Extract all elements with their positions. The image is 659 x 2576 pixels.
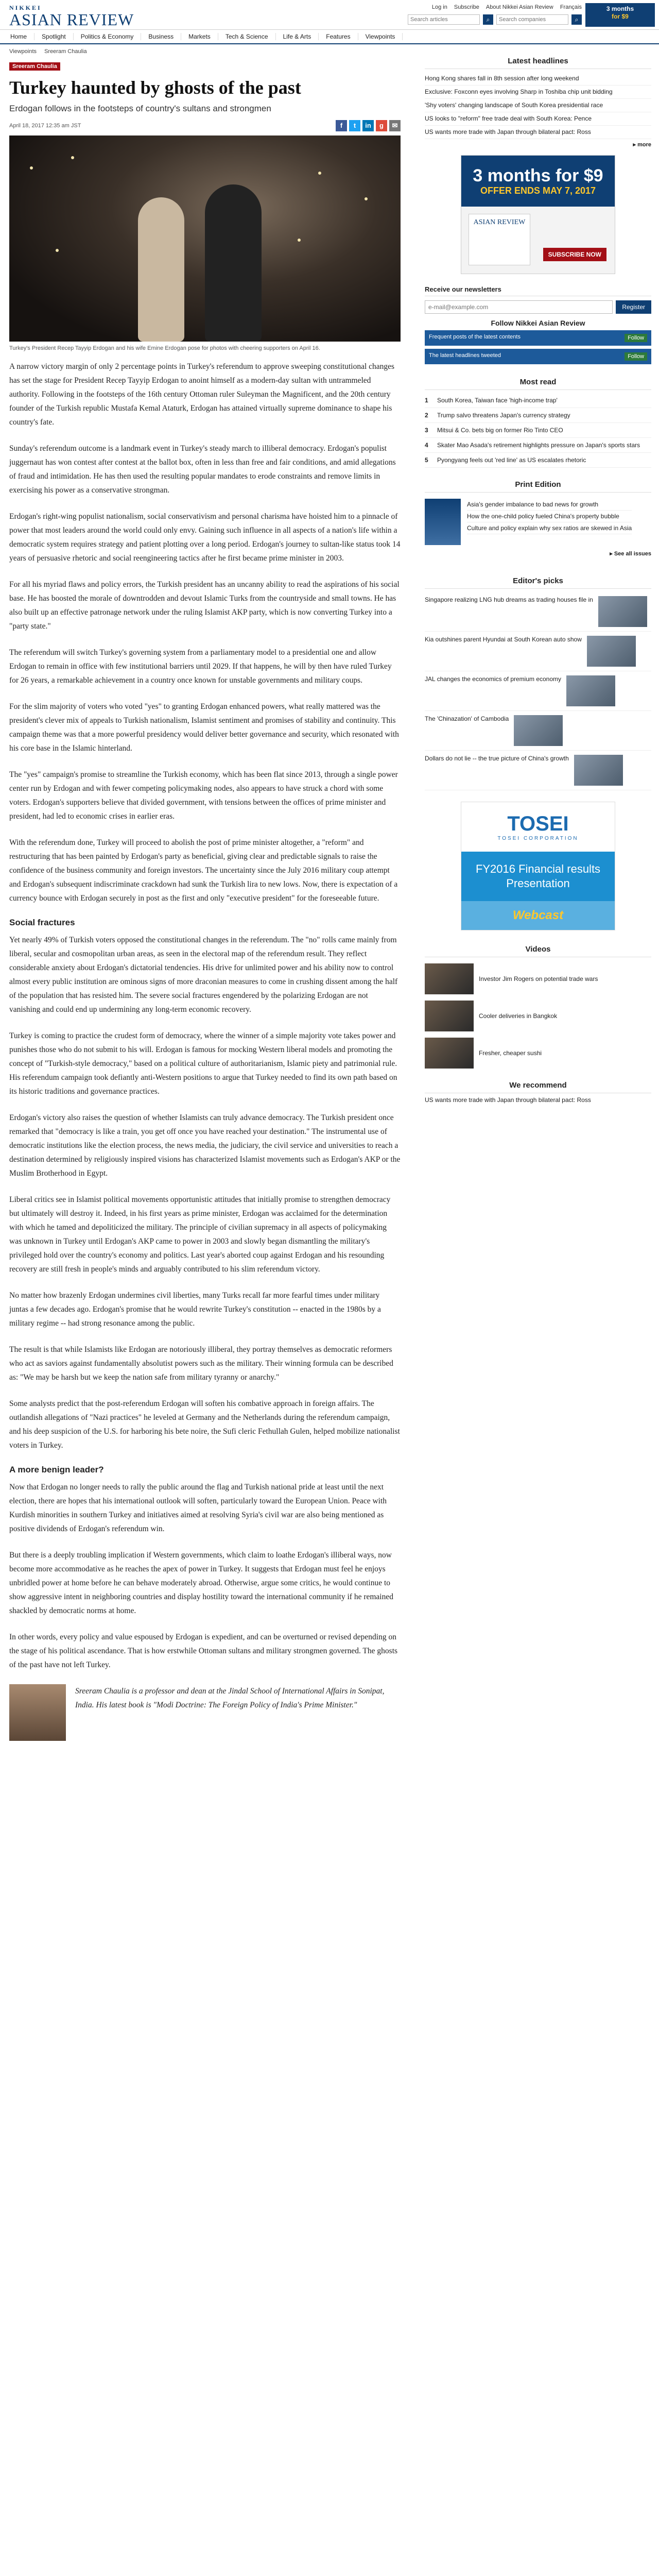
paragraph: Turkey is coming to practice the crudest form of democracy, where the winner of a simple majority vote takes power and punishes those who do not submit to his will. Erdogan is famous for mocking Western liberal models and promoting the concept of "Turkish-style democracy," based on a political culture of authoritarianism, Islamic piety and patrimonial rule. His referendum campaign took defiantly anti-Western positions to argue that Turkey needed to find its own path based on its historic traditions and governance practices.: [9, 1031, 397, 1096]
article-body: [9, 360, 401, 1741]
subscribe-now-button[interactable]: SUBSCRIBE NOW: [543, 248, 606, 261]
paragraph: For the slim majority of voters who voted "yes" to granting Erdogan enhanced powers, what really mattered was the president's clever mix of appeals to Turkish nationalism, Islamist sentiment and promises of stability and continuity. This campaign theme was that a more powerful presidency would deliver better governance and security, which resonated with his core base in the Islamic hinterland.: [9, 702, 399, 753]
print-edition: Print Edition Asia's gender imbalance to bad news for growth How the one-child policy fueled China's property bubble Culture and policy explain why sex ratios are skewed in Asia ▸ See all issues: [425, 477, 651, 564]
video-item[interactable]: Cooler deliveries in Bangkok: [425, 997, 651, 1035]
most-read: Most read 1 South Korea, Taiwan face 'high-income trap' 2 Trump salvo threatens Japan's currency strategy 3 Mitsui & Co. bets big on former Rio Tinto CEO 4 Skater Mao Asada's retirement highlights pressure on Japan's sports stars 5 Pyongyang feels out 'red line' as US escalates rhetoric: [425, 375, 651, 468]
videos: Videos Investor Jim Rogers on potential trade wars Cooler deliveries in Bangkok Fresher, cheaper sushi: [425, 942, 651, 1072]
article-subtitle: Erdogan follows in the footsteps of country's sultans and strongmen: [9, 104, 271, 113]
paragraph: No matter how brazenly Erdogan undermines civil liberties, many Turks recall far more fearful times under military juntas a few decades ago. Erdogan's promise that he would rewrite Turkey's constitution -- enacted in the 1980s by a military regime -- had strong resonance among the public.: [9, 1291, 381, 1328]
latest-headlines-title: Latest headlines: [425, 54, 651, 69]
paragraph: Erdogan's victory also raises the question of whether Islamists can truly advance democracy. The Turkish president once remarked that "democracy is like a train, you get off once you have reached your destination." The instrumental use of democratic institutions like the election process, the news media, the judiciary, the civil service and universities to reach a destination determined by religiously inspired visions has characterized Islamist movements such as Erdogan's AKP or the Muslim Brotherhood in Egypt.: [9, 1113, 401, 1178]
promo-banner[interactable]: 3 months for $9: [585, 3, 655, 27]
headline-item[interactable]: 'Shy voters' changing landscape of South Korea presidential race: [425, 99, 651, 112]
twitter-icon[interactable]: t: [349, 120, 360, 131]
paragraph: The referendum will switch Turkey's governing system from a parliamentary model to a presidential one and allow Erdogan to remain in office with few institutional barriers until 2029. If that happens, he will by then have ruled Turkey for 26 years, a remarkable achievement in a country once known for unstable governments and military coups.: [9, 648, 392, 685]
paragraph: The "yes" campaign's promise to streamline the Turkish economy, which has been flat since 2013, through a single power center run by Erdogan and with fewer competing policymaking nodes, also appears to have struck a chord with some voters. Erdogan's supporters believe that divided government, with tensions between the offices of prime minister and president, had led to economic crises in earlier eras.: [9, 770, 398, 821]
newsletter: Receive our newsletters e-mail@example.com Register: [425, 285, 651, 314]
headline-item[interactable]: US looks to "reform" free trade deal with South Korea: Pence: [425, 112, 651, 126]
paragraph: Now that Erdogan no longer needs to rally the public around the flag and Turkish national pride at least until the next election, there are hopes that his international outlook will soften, particularly toward the European Union. Peace with Kurdish minorities in southern Turkey and initiatives aimed at resolving Syria's civil war are also being mentioned as positive dividends of Erdogan's referendum win.: [9, 1483, 387, 1533]
author-tag[interactable]: Sreeram Chaulia: [9, 62, 60, 71]
article: [9, 62, 401, 1741]
latest-headlines-list: [425, 72, 651, 139]
author-bio: [9, 1684, 401, 1741]
search-articles-input[interactable]: [408, 14, 480, 25]
googleplus-icon[interactable]: g: [376, 120, 387, 131]
subscription-ad[interactable]: 3 months for $9 OFFER ENDS MAY 7, 2017 ASIAN REVIEW SUBSCRIBE NOW: [461, 155, 615, 274]
search-companies-input[interactable]: [496, 14, 568, 25]
more-link[interactable]: ▸ more: [633, 142, 651, 148]
we-recommend: We recommend US wants more trade with Japan through bilateral pact: Ross: [425, 1078, 651, 1104]
section-heading: A more benign leader?: [9, 1465, 104, 1475]
paragraph: A narrow victory margin of only 2 percentage points in Turkey's referendum to approve sweeping constitutional changes has set the stage for President Recep Tayyip Erdogan to anoint himself as a modern-day sultan with untrammeled authority. Following in the footsteps of the 16th century Ottoman ruler Suleyman the Magnificent, and the 20th century founder of the Turkish republic Mustafa Kemal Ataturk, Erdogan has attained virtually supreme dominance to shape his country's fate.: [9, 362, 395, 427]
image-caption: Turkey's President Recep Tayyip Erdogan and his wife Emine Erdogan pose for photos with cheering supporters on April 16.: [9, 345, 320, 351]
paragraph: Some analysts predict that the post-referendum Erdogan will soften his combative approach in foreign affairs. The outlandish allegations of "Nazi practices" he leveled at Germany and the Netherlands during the referendum campaign, and his deep suspicion of the U.S. for harboring his bete noire, the Sufi cleric Fethullah Gulen, helped mobilize nationalist voters in Turkey.: [9, 1399, 400, 1450]
breadcrumb-viewpoints[interactable]: Viewpoints: [9, 48, 37, 55]
print-item[interactable]: Culture and policy explain why sex ratios are skewed in Asia: [467, 522, 632, 534]
breadcrumb-author[interactable]: Sreeram Chaulia: [44, 48, 87, 55]
twitter-follow-2[interactable]: The latest headlines tweeted Follow: [425, 349, 651, 364]
see-all-issues-link[interactable]: ▸ See all issues: [610, 551, 651, 557]
most-read-item[interactable]: 1 South Korea, Taiwan face 'high-income trap': [425, 393, 651, 408]
main-nav: [0, 30, 659, 44]
subscribe-link[interactable]: Subscribe: [454, 4, 479, 10]
nav-home[interactable]: Home: [3, 33, 34, 40]
newsletter-email-input[interactable]: [425, 300, 613, 314]
masthead: [0, 0, 659, 30]
video-item[interactable]: Fresher, cheaper sushi: [425, 1035, 651, 1072]
print-item[interactable]: Asia's gender imbalance to bad news for growth: [467, 499, 632, 511]
paragraph: Sunday's referendum outcome is a landmark event in Turkey's steady march to illiberal democracy. Erdogan's populist juggernaut has won contest after contest at the ballot box, often in less than free and fair conditions, and amid allegations of fraud and intimidation. He has then used the resulting popular mandates to erode constraints and remove limits in exercising his power as a conservative strongman.: [9, 444, 396, 495]
sidebar: [425, 54, 651, 1104]
about-link[interactable]: About Nikkei Asian Review: [485, 4, 553, 10]
search-icon[interactable]: ⌕: [483, 14, 493, 25]
paragraph: The result is that while Islamists like Erdogan are notoriously illiberal, they portray themselves as democratic reformers who act as saviors against fundamentally absolutist powers such as the military. Their winning formula can be described as: "We may be harsh but we keep the nation safe from military tyranny or anarchy.": [9, 1345, 393, 1382]
article-title: Turkey haunted by ghosts of the past: [9, 77, 301, 98]
nav-features[interactable]: Features: [319, 33, 358, 40]
author-bio-text: Sreeram Chaulia is a professor and dean at the Jindal School of International Affairs in Sonipat, India. His latest book is "Modi Doctrine: The Foreign Policy of India's Prime Minister.": [75, 1687, 385, 1709]
follow-title: Follow Nikkei Asian Review: [491, 319, 585, 327]
paragraph: But there is a deeply troubling implication if Western governments, which claim to loathe Erdogan's illiberal ways, now become more accommodative as he reaches the apex of power in Turkey. It suggests that Erdogan must feel he enjoys unbridled power at home before he can behave moderately abroad. Otherwise, argue some critics, he would continue to show aggressive intent in neighboring countries and display hostility toward the international community if he remained shackled by democratic norms at home.: [9, 1551, 393, 1615]
paragraph: With the referendum done, Turkey will proceed to abolish the post of prime minister altogether, a "reform" and restructuring that has been painted by Erdogan's party as beneficial, giving clear and predictable signals to raise the confidence of the business community and foreign investors. The uncertainty since the July 2016 military coup attempt and Erdogan's subsequent indiscriminate crackdown had sunk the Turkish lira to new lows. Now, there is expectation of a currency bounce with Erdogan securely in post as the first and only "executive president" for the foreseeable future.: [9, 838, 398, 903]
most-read-item[interactable]: 4 Skater Mao Asada's retirement highlights pressure on Japan's sports stars: [425, 438, 651, 453]
print-item[interactable]: How the one-child policy fueled China's property bubble: [467, 511, 632, 522]
most-read-item[interactable]: 2 Trump salvo threatens Japan's currency strategy: [425, 408, 651, 423]
editor-pick-item[interactable]: Kia outshines parent Hyundai at South Korean auto show: [425, 632, 651, 671]
paragraph: Erdogan's right-wing populist nationalism, social conservativism and personal charisma have hoisted him to a pinnacle of power that most leaders around the world could only envy. Gaining such influence in all aspects of a nation's life within a democratic system requires strategy and patient plotting over a long period. Erdogan's journey to sultan-like status took 14 years of persuasive rhetoric and social reengineering tactics after he first became prime minister in 2003.: [9, 512, 401, 563]
recommend-item[interactable]: US wants more trade with Japan through bilateral pact: Ross: [425, 1096, 591, 1104]
editor-pick-item[interactable]: Singapore realizing LNG hub dreams as trading houses file in: [425, 592, 651, 632]
francais-link[interactable]: Français: [560, 4, 582, 10]
search-companies-icon[interactable]: ⌕: [571, 14, 582, 25]
headline-item[interactable]: Hong Kong shares fall in 8th session after long weekend: [425, 72, 651, 86]
editors-picks: Editor's picks Singapore realizing LNG hub dreams as trading houses file in Kia outshines parent Hyundai at South Korean auto show JAL changes the economics of premium economy The 'Chinazation' of Cambodia Dollars do not lie -- the true picture of China's growth: [425, 573, 651, 790]
paragraph: Yet nearly 49% of Turkish voters opposed the constitutional changes in the referendum. The "no" rolls came mainly from liberal, secular and cosmopolitan urban areas, as seen in the electoral map of the referendum result. They reflect considerable anxiety about Erdogan's dictatorial tendencies. His drive for unlimited power and his ability now to control almost every public institution are ominous signs of more draconian measures to come in crushing dissent among the half of the population that has resisted him. The severe social fractures engendered by the polarizing Erdogan are not vanishing and could end up undermining any long-term economic recovery.: [9, 936, 398, 1014]
nav-politics[interactable]: Politics & Economy: [74, 33, 142, 40]
editor-pick-item[interactable]: The 'Chinazation' of Cambodia: [425, 711, 651, 751]
article-date: April 18, 2017 12:35 am JST: [9, 123, 81, 129]
newsletter-register-button[interactable]: Register: [616, 300, 651, 314]
nav-life[interactable]: Life & Arts: [276, 33, 319, 40]
email-icon[interactable]: ✉: [389, 120, 401, 131]
paragraph: In other words, every policy and value espoused by Erdogan is expedient, and can be overturned or revised depending on the stage of his political ascendance. That is how erstwhile Ottoman sultans and military strongmen governed. The ghosts of the past have not left Turkey.: [9, 1633, 398, 1669]
site-logo[interactable]: NIKKEI ASIAN REVIEW: [9, 4, 134, 29]
video-item[interactable]: Investor Jim Rogers on potential trade wars: [425, 960, 651, 997]
facebook-icon[interactable]: f: [336, 120, 347, 131]
editor-pick-item[interactable]: JAL changes the economics of premium economy: [425, 671, 651, 711]
top-links: [427, 4, 582, 10]
section-heading: Social fractures: [9, 918, 75, 927]
most-read-item[interactable]: 3 Mitsui & Co. bets big on former Rio Tinto CEO: [425, 423, 651, 438]
search-row: [408, 14, 582, 25]
author-photo: [9, 1684, 66, 1741]
share-bar: [336, 120, 401, 131]
nav-tech[interactable]: Tech & Science: [218, 33, 276, 40]
headline-item[interactable]: Exclusive: Foxconn eyes involving Sharp in Toshiba chip unit bidding: [425, 86, 651, 99]
nav-markets[interactable]: Markets: [181, 33, 218, 40]
most-read-item[interactable]: 5 Pyongyang feels out 'red line' as US escalates rhetoric: [425, 453, 651, 468]
nav-spotlight[interactable]: Spotlight: [34, 33, 74, 40]
login-link[interactable]: Log in: [431, 4, 447, 10]
linkedin-icon[interactable]: in: [362, 120, 374, 131]
hero-image: [9, 135, 401, 342]
editor-pick-item[interactable]: Dollars do not lie -- the true picture of China's growth: [425, 751, 651, 790]
nav-viewpoints[interactable]: Viewpoints: [358, 33, 403, 40]
paragraph: Liberal critics see in Islamist political movements opportunistic attitudes that initially promise to strengthen democracy but ultimately will destroy it. Indeed, in his first years as prime minister, Erdogan was acclaimed for the determination with which he tamed and depoliticized the military. The principle of civilian supremacy in all aspects of policymaking was unknown in Turkey until Erdogan's AKP came to power in 2003 and slowly began dismantling the military's privileged hold over the country's economy and politics. Last year's aborted coup against Erdogan and his resounding recovery are still fresh in people's minds and arguably contributed to his slim referendum victory.: [9, 1195, 391, 1274]
print-cover-image[interactable]: [425, 499, 461, 545]
tosei-ad[interactable]: TOSEI TOSEI CORPORATION FY2016 Financial results Presentation Webcast: [461, 802, 615, 930]
nav-business[interactable]: Business: [141, 33, 181, 40]
paragraph: For all his myriad flaws and policy errors, the Turkish president has an uncanny ability to read the aspirations of his social base. He has boosted the morale of downtrodden and devout Islamic Turks from the countryside and small towns. He has also built up an effective patronage network under the ruling Islamist AKP party, which is now converting Turkey into a "party state.": [9, 580, 400, 631]
headline-item[interactable]: US wants more trade with Japan through bilateral pact: Ross: [425, 126, 651, 139]
twitter-follow-1[interactable]: Frequent posts of the latest contents Follow: [425, 330, 651, 346]
